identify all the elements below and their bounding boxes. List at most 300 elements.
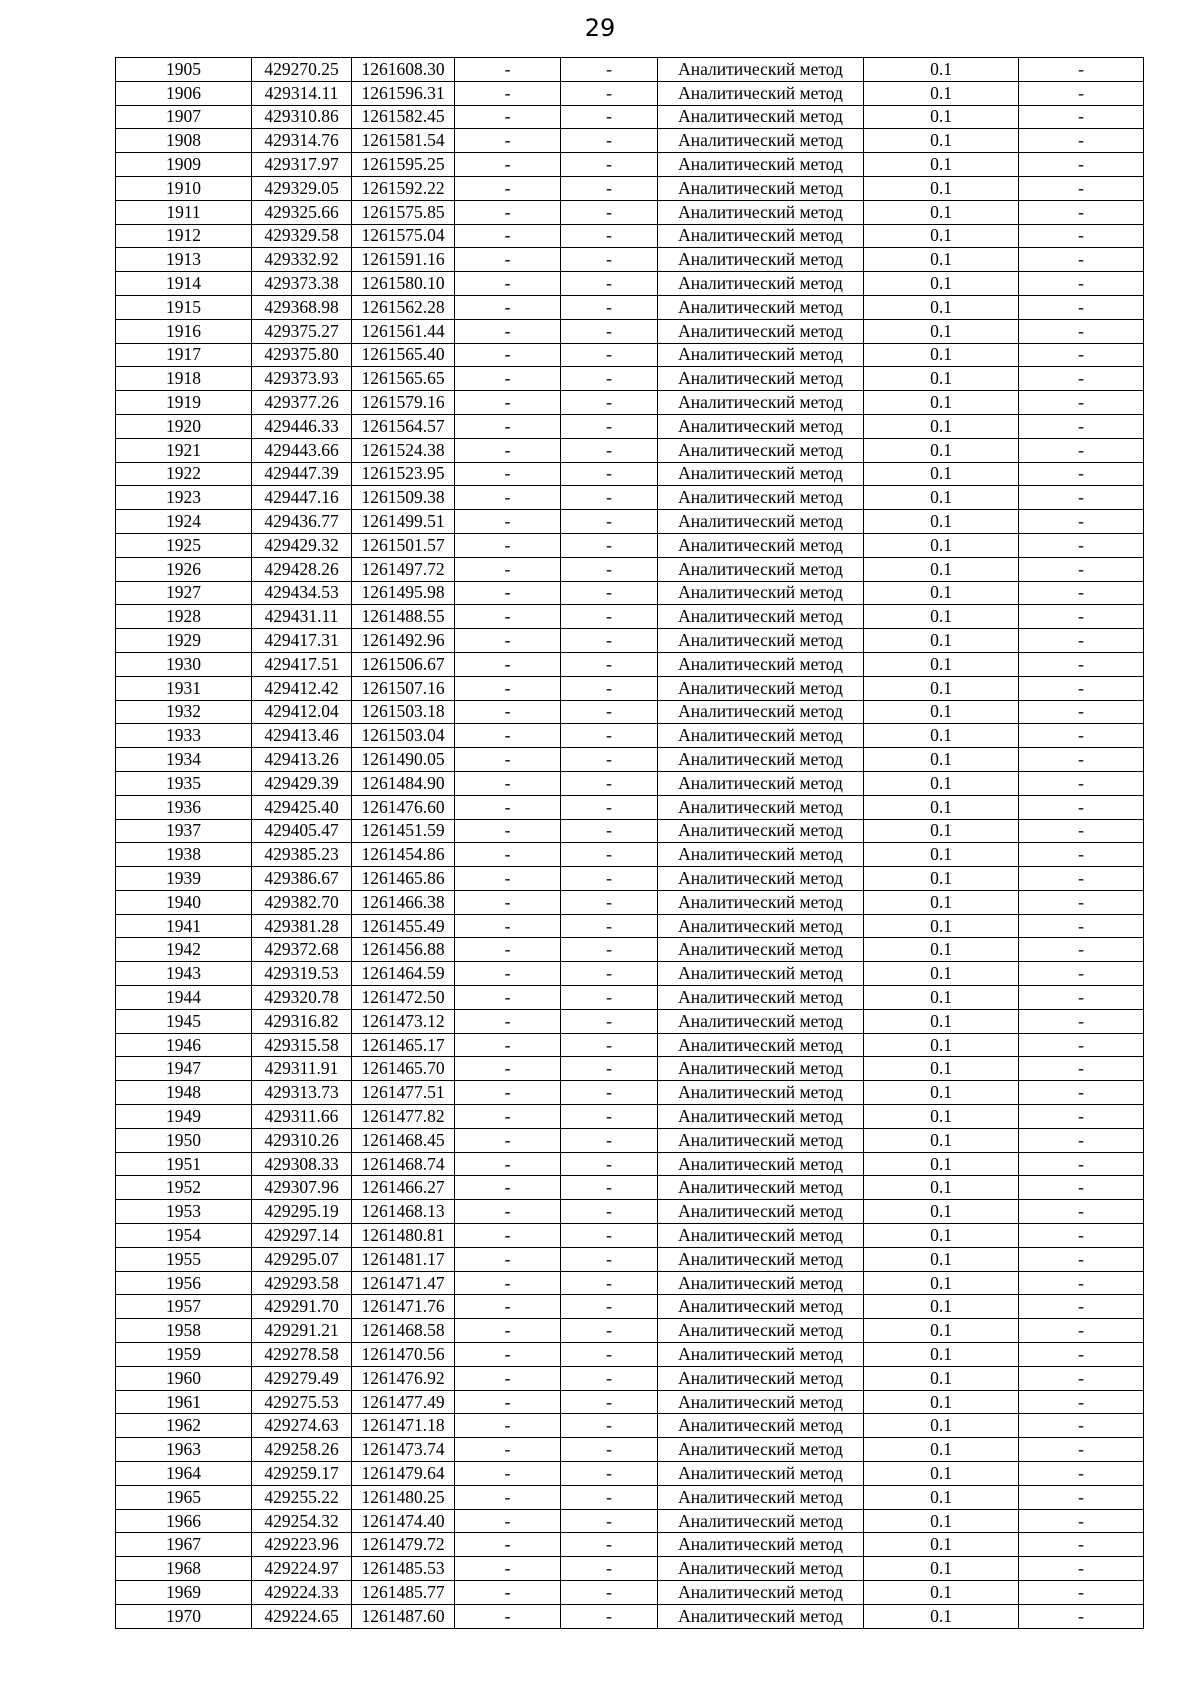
col8-cell: -	[1019, 748, 1144, 772]
y-coordinate-cell: 1261503.18	[352, 700, 455, 724]
accuracy-cell: 0.1	[864, 724, 1019, 748]
method-cell: Аналитический метод	[658, 843, 864, 867]
col8-cell: -	[1019, 1128, 1144, 1152]
col4-cell: -	[455, 1319, 561, 1343]
col4-cell: -	[455, 1366, 561, 1390]
table-row	[116, 319, 1144, 343]
table-row	[116, 1343, 1144, 1367]
col4-cell: -	[455, 700, 561, 724]
col8-cell: -	[1019, 890, 1144, 914]
y-coordinate-cell: 1261565.65	[352, 367, 455, 391]
col5-cell: -	[561, 533, 658, 557]
col5-cell: -	[561, 986, 658, 1010]
y-coordinate-cell: 1261468.45	[352, 1128, 455, 1152]
col8-cell: -	[1019, 1224, 1144, 1248]
col4-cell: -	[455, 867, 561, 891]
col4-cell: -	[455, 962, 561, 986]
accuracy-cell: 0.1	[864, 629, 1019, 653]
method-cell: Аналитический метод	[658, 1033, 864, 1057]
col5-cell: -	[561, 486, 658, 510]
point-number-cell: 1957	[116, 1295, 252, 1319]
col8-cell: -	[1019, 1343, 1144, 1367]
col5-cell: -	[561, 200, 658, 224]
col5-cell: -	[561, 914, 658, 938]
col8-cell: -	[1019, 1533, 1144, 1557]
col8-cell: -	[1019, 867, 1144, 891]
col8-cell: -	[1019, 1057, 1144, 1081]
col8-cell: -	[1019, 462, 1144, 486]
table-row	[116, 105, 1144, 129]
y-coordinate-cell: 1261468.58	[352, 1319, 455, 1343]
accuracy-cell: 0.1	[864, 1271, 1019, 1295]
x-coordinate-cell: 429412.42	[252, 676, 352, 700]
point-number-cell: 1962	[116, 1414, 252, 1438]
method-cell: Аналитический метод	[658, 700, 864, 724]
col5-cell: -	[561, 843, 658, 867]
y-coordinate-cell: 1261523.95	[352, 462, 455, 486]
coordinates-table-body	[116, 58, 1144, 1629]
col8-cell: -	[1019, 58, 1144, 82]
point-number-cell: 1966	[116, 1509, 252, 1533]
point-number-cell: 1907	[116, 105, 252, 129]
table-row	[116, 248, 1144, 272]
col5-cell: -	[561, 1438, 658, 1462]
col4-cell: -	[455, 153, 561, 177]
method-cell: Аналитический метод	[658, 652, 864, 676]
table-row	[116, 557, 1144, 581]
col5-cell: -	[561, 819, 658, 843]
point-number-cell: 1909	[116, 153, 252, 177]
x-coordinate-cell: 429224.33	[252, 1581, 352, 1605]
accuracy-cell: 0.1	[864, 1057, 1019, 1081]
accuracy-cell: 0.1	[864, 676, 1019, 700]
y-coordinate-cell: 1261490.05	[352, 748, 455, 772]
x-coordinate-cell: 429377.26	[252, 391, 352, 415]
table-row	[116, 1509, 1144, 1533]
accuracy-cell: 0.1	[864, 1200, 1019, 1224]
point-number-cell: 1926	[116, 557, 252, 581]
col4-cell: -	[455, 462, 561, 486]
point-number-cell: 1941	[116, 914, 252, 938]
col5-cell: -	[561, 272, 658, 296]
x-coordinate-cell: 429325.66	[252, 200, 352, 224]
col4-cell: -	[455, 1509, 561, 1533]
col8-cell: -	[1019, 438, 1144, 462]
col5-cell: -	[561, 938, 658, 962]
point-number-cell: 1920	[116, 414, 252, 438]
col5-cell: -	[561, 700, 658, 724]
y-coordinate-cell: 1261580.10	[352, 272, 455, 296]
table-row	[116, 81, 1144, 105]
y-coordinate-cell: 1261592.22	[352, 176, 455, 200]
col4-cell: -	[455, 1271, 561, 1295]
x-coordinate-cell: 429313.73	[252, 1081, 352, 1105]
table-row	[116, 867, 1144, 891]
accuracy-cell: 0.1	[864, 1009, 1019, 1033]
col5-cell: -	[561, 629, 658, 653]
col8-cell: -	[1019, 700, 1144, 724]
y-coordinate-cell: 1261503.04	[352, 724, 455, 748]
accuracy-cell: 0.1	[864, 819, 1019, 843]
col4-cell: -	[455, 1343, 561, 1367]
table-row	[116, 153, 1144, 177]
point-number-cell: 1949	[116, 1105, 252, 1129]
point-number-cell: 1959	[116, 1343, 252, 1367]
col8-cell: -	[1019, 819, 1144, 843]
y-coordinate-cell: 1261456.88	[352, 938, 455, 962]
col8-cell: -	[1019, 1271, 1144, 1295]
y-coordinate-cell: 1261562.28	[352, 295, 455, 319]
accuracy-cell: 0.1	[864, 557, 1019, 581]
col4-cell: -	[455, 1128, 561, 1152]
method-cell: Аналитический метод	[658, 533, 864, 557]
point-number-cell: 1946	[116, 1033, 252, 1057]
table-row	[116, 819, 1144, 843]
point-number-cell: 1951	[116, 1152, 252, 1176]
y-coordinate-cell: 1261564.57	[352, 414, 455, 438]
accuracy-cell: 0.1	[864, 867, 1019, 891]
col4-cell: -	[455, 819, 561, 843]
col5-cell: -	[561, 1271, 658, 1295]
y-coordinate-cell: 1261468.74	[352, 1152, 455, 1176]
point-number-cell: 1953	[116, 1200, 252, 1224]
accuracy-cell: 0.1	[864, 533, 1019, 557]
x-coordinate-cell: 429373.93	[252, 367, 352, 391]
point-number-cell: 1921	[116, 438, 252, 462]
col4-cell: -	[455, 81, 561, 105]
accuracy-cell: 0.1	[864, 700, 1019, 724]
accuracy-cell: 0.1	[864, 843, 1019, 867]
method-cell: Аналитический метод	[658, 914, 864, 938]
col4-cell: -	[455, 1438, 561, 1462]
col5-cell: -	[561, 81, 658, 105]
method-cell: Аналитический метод	[658, 676, 864, 700]
x-coordinate-cell: 429429.39	[252, 771, 352, 795]
x-coordinate-cell: 429381.28	[252, 914, 352, 938]
col4-cell: -	[455, 1176, 561, 1200]
x-coordinate-cell: 429368.98	[252, 295, 352, 319]
point-number-cell: 1952	[116, 1176, 252, 1200]
method-cell: Аналитический метод	[658, 1533, 864, 1557]
method-cell: Аналитический метод	[658, 510, 864, 534]
accuracy-cell: 0.1	[864, 581, 1019, 605]
col8-cell: -	[1019, 1390, 1144, 1414]
y-coordinate-cell: 1261480.25	[352, 1485, 455, 1509]
col5-cell: -	[561, 1176, 658, 1200]
x-coordinate-cell: 429307.96	[252, 1176, 352, 1200]
accuracy-cell: 0.1	[864, 748, 1019, 772]
y-coordinate-cell: 1261473.74	[352, 1438, 455, 1462]
y-coordinate-cell: 1261581.54	[352, 129, 455, 153]
col5-cell: -	[561, 414, 658, 438]
col5-cell: -	[561, 1604, 658, 1628]
point-number-cell: 1938	[116, 843, 252, 867]
x-coordinate-cell: 429293.58	[252, 1271, 352, 1295]
method-cell: Аналитический метод	[658, 367, 864, 391]
table-row	[116, 200, 1144, 224]
method-cell: Аналитический метод	[658, 986, 864, 1010]
y-coordinate-cell: 1261481.17	[352, 1247, 455, 1271]
table-row	[116, 938, 1144, 962]
col8-cell: -	[1019, 581, 1144, 605]
table-row	[116, 1533, 1144, 1557]
x-coordinate-cell: 429311.91	[252, 1057, 352, 1081]
col4-cell: -	[455, 486, 561, 510]
col4-cell: -	[455, 438, 561, 462]
table-row	[116, 462, 1144, 486]
accuracy-cell: 0.1	[864, 1152, 1019, 1176]
col8-cell: -	[1019, 153, 1144, 177]
accuracy-cell: 0.1	[864, 795, 1019, 819]
accuracy-cell: 0.1	[864, 81, 1019, 105]
accuracy-cell: 0.1	[864, 438, 1019, 462]
col4-cell: -	[455, 1485, 561, 1509]
x-coordinate-cell: 429317.97	[252, 153, 352, 177]
col8-cell: -	[1019, 724, 1144, 748]
method-cell: Аналитический метод	[658, 1509, 864, 1533]
table-row	[116, 1033, 1144, 1057]
col5-cell: -	[561, 1152, 658, 1176]
table-row	[116, 343, 1144, 367]
y-coordinate-cell: 1261477.82	[352, 1105, 455, 1129]
col5-cell: -	[561, 129, 658, 153]
method-cell: Аналитический метод	[658, 438, 864, 462]
table-row	[116, 438, 1144, 462]
method-cell: Аналитический метод	[658, 272, 864, 296]
point-number-cell: 1934	[116, 748, 252, 772]
col8-cell: -	[1019, 1247, 1144, 1271]
col8-cell: -	[1019, 962, 1144, 986]
col4-cell: -	[455, 629, 561, 653]
y-coordinate-cell: 1261507.16	[352, 676, 455, 700]
col4-cell: -	[455, 557, 561, 581]
accuracy-cell: 0.1	[864, 605, 1019, 629]
method-cell: Аналитический метод	[658, 1390, 864, 1414]
table-row	[116, 962, 1144, 986]
accuracy-cell: 0.1	[864, 986, 1019, 1010]
table-row	[116, 724, 1144, 748]
table-row	[116, 795, 1144, 819]
accuracy-cell: 0.1	[864, 462, 1019, 486]
table-row	[116, 129, 1144, 153]
col4-cell: -	[455, 414, 561, 438]
y-coordinate-cell: 1261471.18	[352, 1414, 455, 1438]
accuracy-cell: 0.1	[864, 272, 1019, 296]
table-row	[116, 605, 1144, 629]
table-row	[116, 510, 1144, 534]
point-number-cell: 1950	[116, 1128, 252, 1152]
x-coordinate-cell: 429436.77	[252, 510, 352, 534]
accuracy-cell: 0.1	[864, 890, 1019, 914]
col4-cell: -	[455, 272, 561, 296]
method-cell: Аналитический метод	[658, 1081, 864, 1105]
table-row	[116, 367, 1144, 391]
y-coordinate-cell: 1261575.04	[352, 224, 455, 248]
method-cell: Аналитический метод	[658, 176, 864, 200]
y-coordinate-cell: 1261477.51	[352, 1081, 455, 1105]
method-cell: Аналитический метод	[658, 1271, 864, 1295]
col4-cell: -	[455, 319, 561, 343]
col5-cell: -	[561, 1247, 658, 1271]
table-row	[116, 295, 1144, 319]
table-row	[116, 771, 1144, 795]
y-coordinate-cell: 1261501.57	[352, 533, 455, 557]
y-coordinate-cell: 1261484.90	[352, 771, 455, 795]
col5-cell: -	[561, 248, 658, 272]
method-cell: Аналитический метод	[658, 1176, 864, 1200]
col8-cell: -	[1019, 224, 1144, 248]
table-row	[116, 1366, 1144, 1390]
point-number-cell: 1954	[116, 1224, 252, 1248]
y-coordinate-cell: 1261596.31	[352, 81, 455, 105]
table-row	[116, 1295, 1144, 1319]
x-coordinate-cell: 429224.65	[252, 1604, 352, 1628]
col4-cell: -	[455, 938, 561, 962]
col5-cell: -	[561, 1009, 658, 1033]
table-row	[116, 676, 1144, 700]
method-cell: Аналитический метод	[658, 153, 864, 177]
accuracy-cell: 0.1	[864, 652, 1019, 676]
accuracy-cell: 0.1	[864, 248, 1019, 272]
point-number-cell: 1917	[116, 343, 252, 367]
col4-cell: -	[455, 1081, 561, 1105]
accuracy-cell: 0.1	[864, 1247, 1019, 1271]
point-number-cell: 1937	[116, 819, 252, 843]
y-coordinate-cell: 1261524.38	[352, 438, 455, 462]
accuracy-cell: 0.1	[864, 962, 1019, 986]
col4-cell: -	[455, 1604, 561, 1628]
accuracy-cell: 0.1	[864, 129, 1019, 153]
accuracy-cell: 0.1	[864, 153, 1019, 177]
x-coordinate-cell: 429291.70	[252, 1295, 352, 1319]
y-coordinate-cell: 1261468.13	[352, 1200, 455, 1224]
method-cell: Аналитический метод	[658, 819, 864, 843]
col8-cell: -	[1019, 81, 1144, 105]
col5-cell: -	[561, 605, 658, 629]
x-coordinate-cell: 429255.22	[252, 1485, 352, 1509]
col5-cell: -	[561, 105, 658, 129]
point-number-cell: 1939	[116, 867, 252, 891]
col8-cell: -	[1019, 771, 1144, 795]
x-coordinate-cell: 429385.23	[252, 843, 352, 867]
col4-cell: -	[455, 533, 561, 557]
col8-cell: -	[1019, 533, 1144, 557]
table-row	[116, 652, 1144, 676]
table-row	[116, 1224, 1144, 1248]
col5-cell: -	[561, 962, 658, 986]
col4-cell: -	[455, 510, 561, 534]
col8-cell: -	[1019, 129, 1144, 153]
col5-cell: -	[561, 58, 658, 82]
col8-cell: -	[1019, 676, 1144, 700]
accuracy-cell: 0.1	[864, 295, 1019, 319]
col8-cell: -	[1019, 391, 1144, 415]
accuracy-cell: 0.1	[864, 1462, 1019, 1486]
x-coordinate-cell: 429308.33	[252, 1152, 352, 1176]
y-coordinate-cell: 1261565.40	[352, 343, 455, 367]
point-number-cell: 1958	[116, 1319, 252, 1343]
accuracy-cell: 0.1	[864, 224, 1019, 248]
accuracy-cell: 0.1	[864, 1366, 1019, 1390]
y-coordinate-cell: 1261497.72	[352, 557, 455, 581]
x-coordinate-cell: 429329.58	[252, 224, 352, 248]
method-cell: Аналитический метод	[658, 1200, 864, 1224]
x-coordinate-cell: 429297.14	[252, 1224, 352, 1248]
method-cell: Аналитический метод	[658, 1009, 864, 1033]
method-cell: Аналитический метод	[658, 938, 864, 962]
col8-cell: -	[1019, 1581, 1144, 1605]
col8-cell: -	[1019, 629, 1144, 653]
y-coordinate-cell: 1261474.40	[352, 1509, 455, 1533]
col4-cell: -	[455, 914, 561, 938]
table-row	[116, 1604, 1144, 1628]
x-coordinate-cell: 429443.66	[252, 438, 352, 462]
point-number-cell: 1969	[116, 1581, 252, 1605]
col8-cell: -	[1019, 248, 1144, 272]
col5-cell: -	[561, 581, 658, 605]
col5-cell: -	[561, 295, 658, 319]
col8-cell: -	[1019, 914, 1144, 938]
accuracy-cell: 0.1	[864, 1438, 1019, 1462]
col4-cell: -	[455, 1414, 561, 1438]
point-number-cell: 1916	[116, 319, 252, 343]
method-cell: Аналитический метод	[658, 1319, 864, 1343]
point-number-cell: 1931	[116, 676, 252, 700]
page-number: 29	[584, 14, 616, 42]
y-coordinate-cell: 1261455.49	[352, 914, 455, 938]
table-row	[116, 748, 1144, 772]
y-coordinate-cell: 1261476.60	[352, 795, 455, 819]
table-row	[116, 1271, 1144, 1295]
col8-cell: -	[1019, 795, 1144, 819]
y-coordinate-cell: 1261485.53	[352, 1557, 455, 1581]
point-number-cell: 1924	[116, 510, 252, 534]
x-coordinate-cell: 429315.58	[252, 1033, 352, 1057]
col8-cell: -	[1019, 843, 1144, 867]
x-coordinate-cell: 429278.58	[252, 1343, 352, 1367]
table-row	[116, 1319, 1144, 1343]
x-coordinate-cell: 429258.26	[252, 1438, 352, 1462]
x-coordinate-cell: 429412.04	[252, 700, 352, 724]
table-row	[116, 1081, 1144, 1105]
table-row	[116, 176, 1144, 200]
col4-cell: -	[455, 1152, 561, 1176]
col5-cell: -	[561, 1533, 658, 1557]
col8-cell: -	[1019, 105, 1144, 129]
col5-cell: -	[561, 1414, 658, 1438]
col4-cell: -	[455, 224, 561, 248]
method-cell: Аналитический метод	[658, 129, 864, 153]
col5-cell: -	[561, 1319, 658, 1343]
col5-cell: -	[561, 462, 658, 486]
table-row	[116, 700, 1144, 724]
y-coordinate-cell: 1261473.12	[352, 1009, 455, 1033]
point-number-cell: 1955	[116, 1247, 252, 1271]
x-coordinate-cell: 429291.21	[252, 1319, 352, 1343]
x-coordinate-cell: 429417.51	[252, 652, 352, 676]
point-number-cell: 1944	[116, 986, 252, 1010]
accuracy-cell: 0.1	[864, 414, 1019, 438]
method-cell: Аналитический метод	[658, 890, 864, 914]
x-coordinate-cell: 429275.53	[252, 1390, 352, 1414]
method-cell: Аналитический метод	[658, 343, 864, 367]
point-number-cell: 1943	[116, 962, 252, 986]
point-number-cell: 1933	[116, 724, 252, 748]
col5-cell: -	[561, 343, 658, 367]
point-number-cell: 1908	[116, 129, 252, 153]
col4-cell: -	[455, 1390, 561, 1414]
y-coordinate-cell: 1261479.72	[352, 1533, 455, 1557]
